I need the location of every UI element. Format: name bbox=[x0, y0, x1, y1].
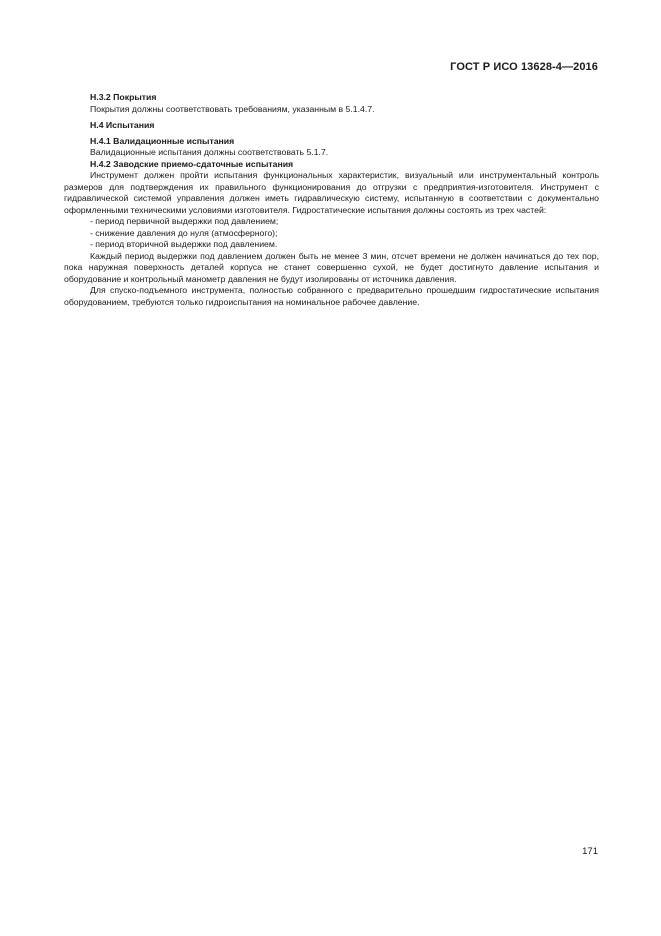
section-h41-text: Валидационные испытания должны соответствовать 5.1.7. bbox=[90, 147, 329, 157]
section-h42-paragraph-2: Каждый период выдержки под давлением должен быть не менее 3 мин, отсчет времени не должен начинаться до тех пор, пока наружная поверхность деталей корпуса не станет совершенно сухой, не будет достигнуто давление испытания и оборудование и контрольный манометр давления не будут изолированы от источника давления. bbox=[64, 250, 599, 284]
section-h32-title: Н.3.2 Покрытия bbox=[90, 92, 157, 102]
section-h42-title: Н.4.2 Заводские приемо-сдаточные испытания bbox=[90, 158, 294, 169]
section-h32-text: Покрытия должны соответствовать требованиям, указанным в 5.1.4.7. bbox=[90, 103, 375, 114]
page-number: 171 bbox=[582, 846, 598, 857]
section-h42-paragraph-3: Для спуско-подъемного инструмента, полностью собранного с предварительно прошедшим гидростатические испытания оборудованием, требуются только гидроиспытания на номинальное рабочее давление. bbox=[64, 285, 599, 307]
list-item: - период первичной выдержки под давлением; bbox=[90, 216, 279, 226]
section-h4-title: Н.4 Испытания bbox=[90, 120, 155, 130]
document-header-standard-id: ГОСТ Р ИСО 13628-4—2016 bbox=[450, 61, 598, 73]
section-h42-paragraph-1: Инструмент должен пройти испытания функциональных характеристик, визуальный или инструментальный контроль размеров для подтверждения их правильного функционирования до отгрузки с предприятия-изготовителя. Инструмент с гидравлической системой управления должен иметь гидравлическую систему, испытанную в соответствии с документально оформленными техническими условиями изготовителя. Гидростатические испытания должны состоять из трех частей: bbox=[64, 170, 599, 215]
document-body bbox=[64, 92, 599, 308]
list-item: - период вторичной выдержки под давлением. bbox=[90, 239, 278, 249]
list-item: - снижение давления до нуля (атмосферного); bbox=[90, 227, 278, 238]
section-h41-title: Н.4.1 Валидационные испытания bbox=[90, 135, 235, 146]
